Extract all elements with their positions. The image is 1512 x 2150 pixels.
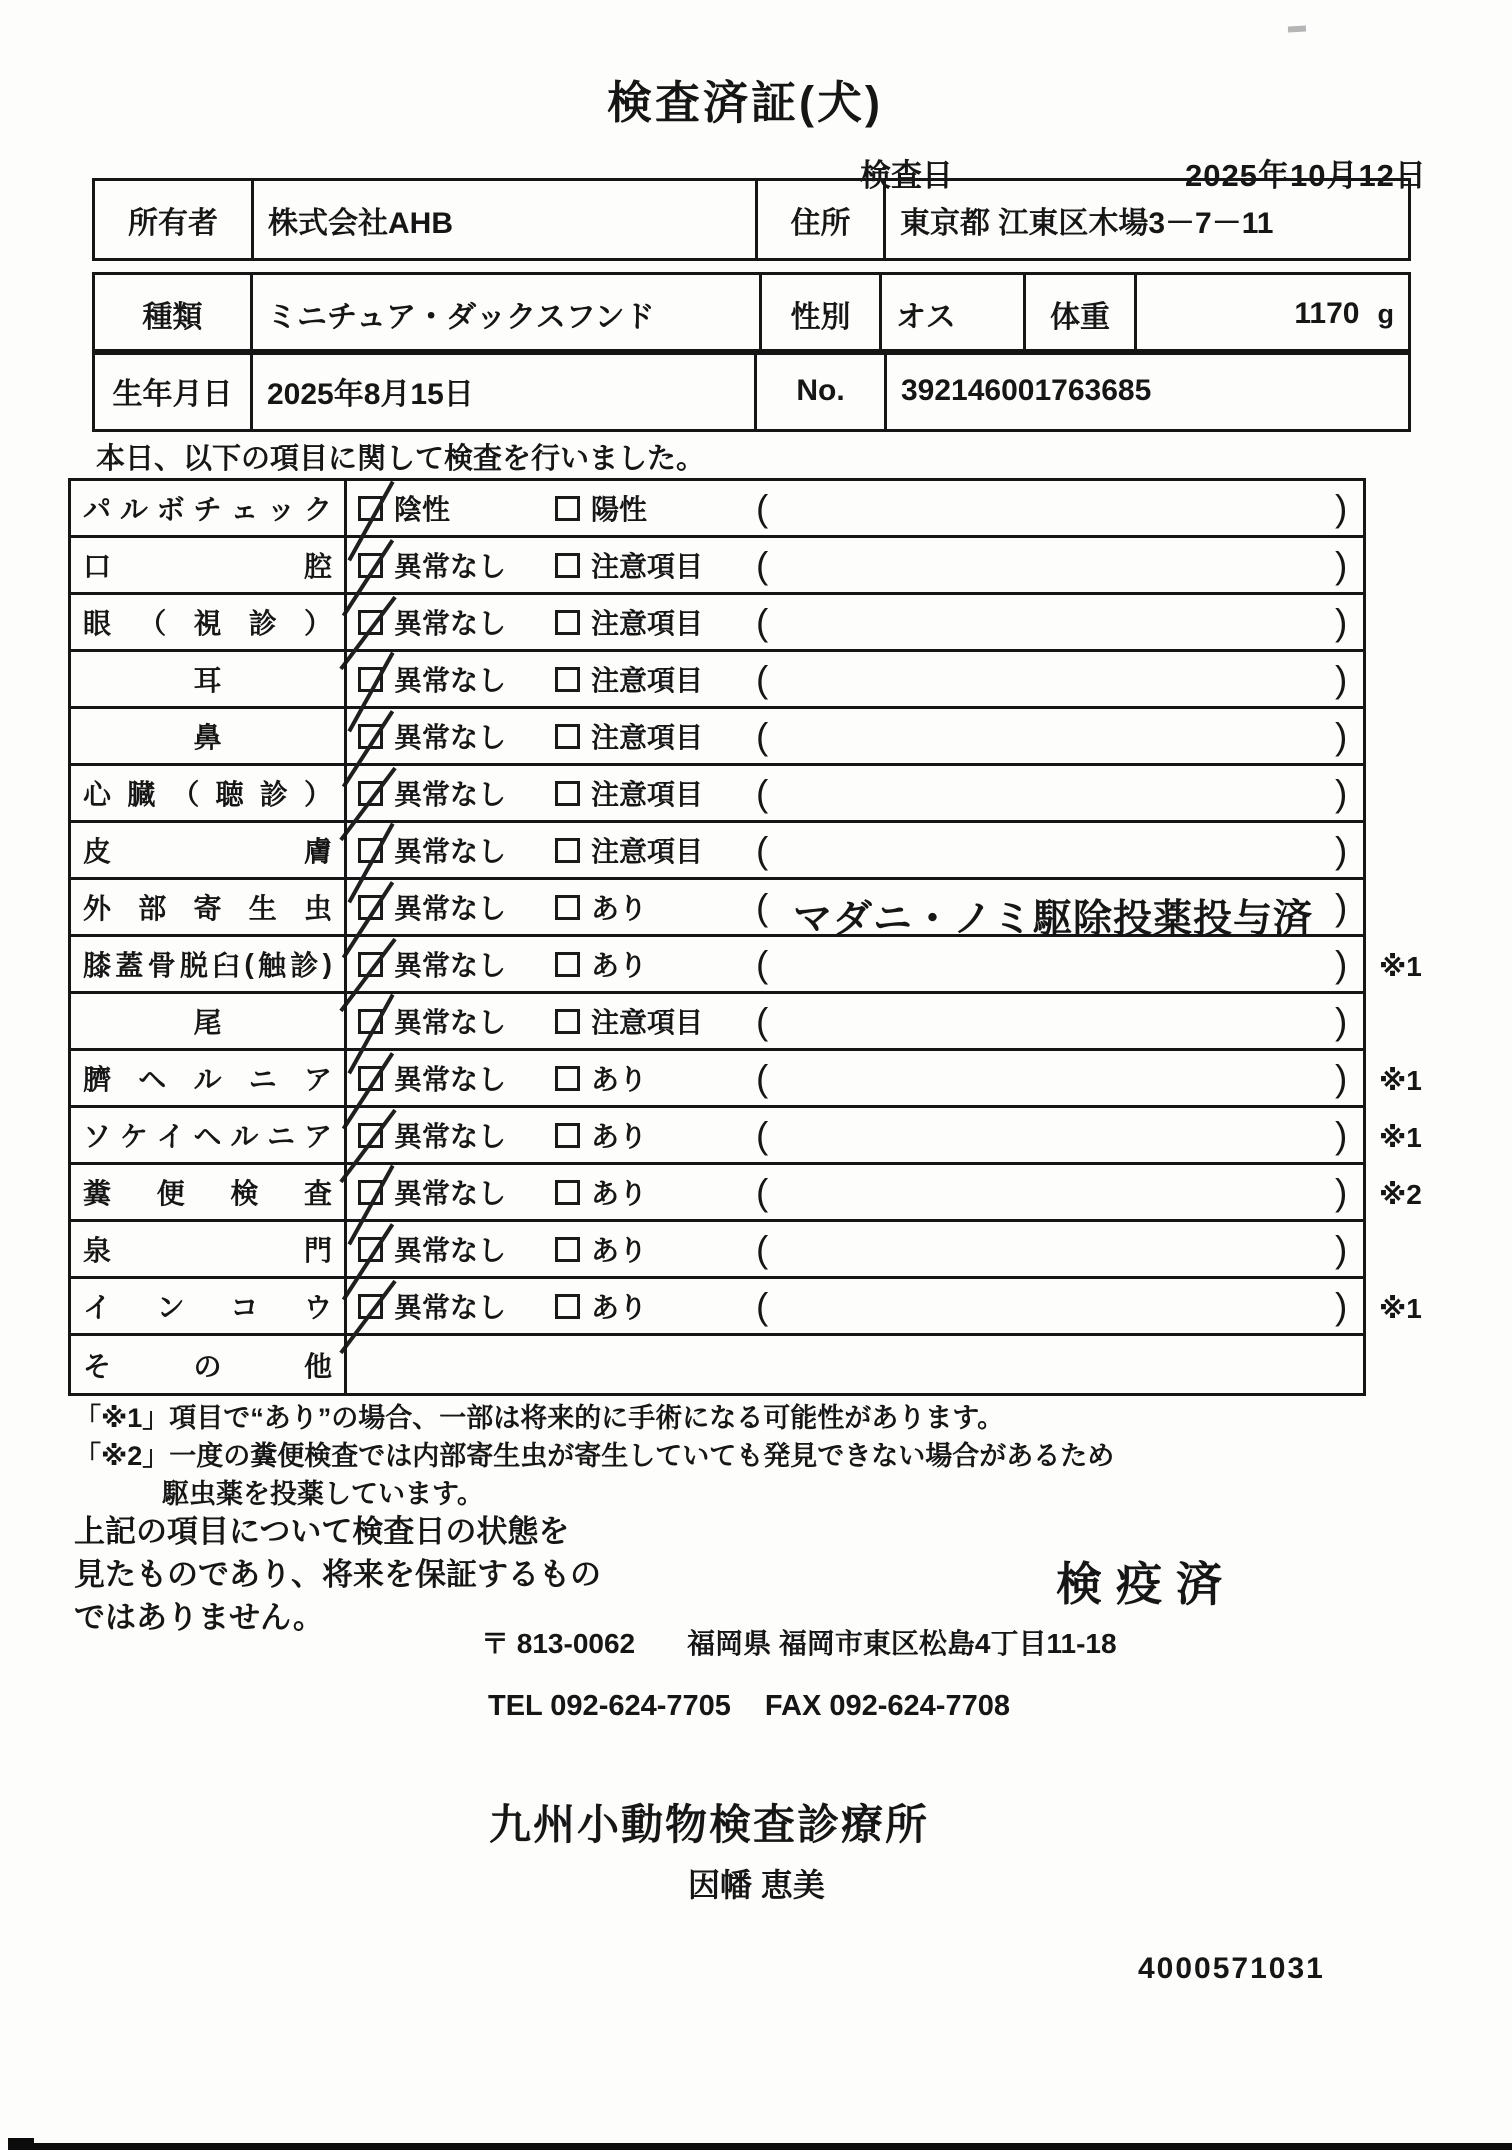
checklist-item-label: 口 腔 bbox=[71, 538, 347, 592]
footnote-2-cont: 駆虫薬を投薬しています。 bbox=[162, 1479, 484, 1509]
checklist-item-label: 眼 （ 視 診 ） bbox=[71, 595, 347, 649]
result-checkbox-checked bbox=[358, 1180, 383, 1205]
sex-label: 性別 bbox=[761, 274, 881, 354]
alt-checkbox bbox=[555, 1066, 580, 1091]
checklist-row-body bbox=[347, 994, 1363, 1048]
no-label: No. bbox=[756, 351, 886, 431]
result-checkbox-checked bbox=[358, 667, 383, 692]
breed-label: 種類 bbox=[94, 274, 252, 354]
checklist-row bbox=[71, 481, 1363, 538]
remark-paren-open: ( bbox=[756, 659, 769, 700]
checklist-row bbox=[71, 709, 1363, 766]
checklist-row bbox=[71, 538, 1363, 595]
alt-checkbox-label: 注意項目 bbox=[591, 665, 704, 696]
result-checkbox-checked bbox=[358, 610, 383, 635]
remark-paren-open: ( bbox=[756, 488, 769, 529]
result-checkbox-label: 陰性 bbox=[394, 494, 451, 525]
clinic-address: 福岡県 福岡市東区松島4丁目11-18 bbox=[687, 1628, 1117, 1659]
result-checkbox-checked bbox=[358, 895, 383, 920]
checklist-row-body bbox=[347, 538, 1363, 592]
checklist-item-label: 心 臓 （ 聴 診 ） bbox=[71, 766, 347, 820]
result-checkbox-label: 異常なし bbox=[394, 1007, 507, 1038]
checklist-row bbox=[71, 652, 1363, 709]
remark-paren-open: ( bbox=[756, 773, 769, 814]
footnote-mark: ※1 bbox=[1379, 1065, 1422, 1096]
footnote-mark: ※1 bbox=[1379, 1293, 1422, 1324]
checklist-row-body bbox=[347, 1108, 1422, 1162]
result-checkbox-checked bbox=[358, 838, 383, 863]
checklist-row-body bbox=[347, 823, 1363, 877]
checklist-row-body bbox=[347, 652, 1363, 706]
remark-paren-close: ) bbox=[1335, 830, 1348, 871]
alt-checkbox-label: 注意項目 bbox=[591, 1007, 704, 1038]
remark-paren-close: ) bbox=[1335, 602, 1348, 643]
result-checkbox-label: 異常なし bbox=[394, 893, 507, 924]
disclaimer-line-3: ではありません。 bbox=[74, 1600, 324, 1635]
sex-value: オス bbox=[881, 274, 1025, 354]
inspection-date-value: 2025年10月12日 bbox=[1185, 158, 1427, 193]
weight-value: 1170 g bbox=[1136, 274, 1410, 354]
clinic-tel: TEL 092-624-7705 bbox=[488, 1690, 731, 1722]
footnote-mark: ※1 bbox=[1379, 1122, 1422, 1153]
page-title: 検査済証(犬) bbox=[607, 77, 883, 128]
alt-checkbox-label: あり bbox=[591, 1235, 648, 1266]
checklist-item-label: パ ル ボ チ ェ ッ ク bbox=[71, 481, 347, 535]
checklist-row-body bbox=[347, 595, 1363, 649]
remark-paren-close: ) bbox=[1335, 1286, 1348, 1327]
checklist-item-label: 糞 便 検 査 bbox=[71, 1165, 347, 1219]
breed-value: ミニチュア・ダックスフンド bbox=[252, 274, 761, 354]
checklist-item-label: そ の 他 bbox=[71, 1336, 347, 1393]
checklist-row bbox=[71, 595, 1363, 652]
result-checkbox-checked bbox=[358, 1237, 383, 1262]
remark-paren-open: ( bbox=[756, 1172, 769, 1213]
footnote-mark: ※1 bbox=[1379, 951, 1422, 982]
checklist-item-label: 鼻 bbox=[71, 709, 347, 763]
checklist-row-body bbox=[347, 937, 1422, 991]
alt-checkbox bbox=[555, 724, 580, 749]
remark-paren-close: ) bbox=[1335, 1058, 1348, 1099]
alt-checkbox bbox=[555, 1123, 580, 1148]
remark-paren-open: ( bbox=[756, 887, 769, 928]
owner-value: 株式会社AHB bbox=[253, 180, 757, 260]
alt-checkbox-label: あり bbox=[591, 1064, 648, 1095]
checklist-row-body bbox=[347, 1165, 1422, 1219]
intro-text: 本日、以下の項目に関して検査を行いました。 bbox=[96, 443, 706, 475]
alt-checkbox-label: あり bbox=[591, 950, 648, 981]
footnote-mark: ※2 bbox=[1379, 1179, 1422, 1210]
checklist-item-label: 臍 ヘ ル ニ ア bbox=[71, 1051, 347, 1105]
remark-paren-close: ) bbox=[1335, 1001, 1348, 1042]
remark-paren-open: ( bbox=[756, 1058, 769, 1099]
result-checkbox-checked bbox=[358, 496, 383, 521]
alt-checkbox bbox=[555, 1009, 580, 1034]
alt-checkbox bbox=[555, 895, 580, 920]
checklist-item-label: 耳 bbox=[71, 652, 347, 706]
result-checkbox-label: 異常なし bbox=[394, 950, 507, 981]
remark-paren-open: ( bbox=[756, 545, 769, 586]
scan-artifact-bottom-bar bbox=[8, 2143, 1512, 2150]
result-checkbox-checked bbox=[358, 1123, 383, 1148]
alt-checkbox bbox=[555, 1237, 580, 1262]
remark-paren-close: ) bbox=[1335, 545, 1348, 586]
birthdate-label: 生年月日 bbox=[94, 351, 252, 431]
checklist-table bbox=[68, 478, 1422, 1396]
clinic-postal-address bbox=[481, 1622, 1117, 1662]
alt-checkbox bbox=[555, 952, 580, 977]
checklist-row-body bbox=[347, 880, 1363, 941]
result-checkbox-label: 異常なし bbox=[394, 551, 507, 582]
alt-checkbox bbox=[555, 838, 580, 863]
result-checkbox-checked bbox=[358, 553, 383, 578]
result-checkbox-label: 異常なし bbox=[394, 779, 507, 810]
checklist-item-label: 外 部 寄 生 虫 bbox=[71, 880, 347, 934]
veterinarian-name: 因幡 恵美 bbox=[688, 1867, 825, 1903]
result-checkbox-checked bbox=[358, 952, 383, 977]
checklist-row bbox=[71, 994, 1363, 1051]
remark-paren-open: ( bbox=[756, 1286, 769, 1327]
alt-checkbox-label: 注意項目 bbox=[591, 608, 704, 639]
alt-checkbox bbox=[555, 781, 580, 806]
result-checkbox-label: 異常なし bbox=[394, 1292, 507, 1323]
no-value: 392146001763685 bbox=[886, 351, 1410, 431]
owner-table bbox=[92, 178, 1411, 261]
weight-unit: g bbox=[1377, 298, 1394, 329]
checklist-row bbox=[71, 823, 1363, 880]
alt-checkbox bbox=[555, 553, 580, 578]
checklist-item-label: 膝 蓋 骨 脱 臼 ( 触 診 ) bbox=[71, 937, 347, 991]
checklist-row-body bbox=[347, 1051, 1422, 1105]
checklist-row-body bbox=[347, 766, 1363, 820]
result-checkbox-label: 異常なし bbox=[394, 1178, 507, 1209]
remark-paren-open: ( bbox=[756, 1115, 769, 1156]
alt-checkbox-label: 注意項目 bbox=[591, 551, 704, 582]
checklist-row bbox=[71, 1279, 1422, 1336]
remark-paren-close: ) bbox=[1335, 1229, 1348, 1270]
checklist-row bbox=[71, 880, 1363, 941]
checklist-row bbox=[71, 1108, 1422, 1165]
alt-checkbox bbox=[555, 1180, 580, 1205]
checklist-row bbox=[71, 766, 1363, 823]
remark-paren-close: ) bbox=[1335, 659, 1348, 700]
result-checkbox-label: 異常なし bbox=[394, 1235, 507, 1266]
serial-number: 4000571031 bbox=[1138, 1952, 1325, 1985]
pet-table-row2 bbox=[92, 349, 1411, 432]
checklist-row bbox=[71, 1165, 1422, 1222]
checklist-item-label: イ ン コ ウ bbox=[71, 1279, 347, 1333]
remark-paren-close: ) bbox=[1335, 944, 1348, 985]
result-checkbox-label: 異常なし bbox=[394, 722, 507, 753]
checklist-item-label: 皮 膚 bbox=[71, 823, 347, 877]
alt-checkbox-label: あり bbox=[591, 893, 648, 924]
footnote-1: 「※1」項目で“あり”の場合、一部は将来的に手術になる可能性があります。 bbox=[74, 1403, 1005, 1433]
address-label: 住所 bbox=[757, 180, 885, 260]
remark-paren-close: ) bbox=[1335, 488, 1348, 529]
inspection-date-label: 検査日 bbox=[860, 158, 953, 193]
alt-checkbox-label: あり bbox=[591, 1121, 648, 1152]
checklist-row bbox=[71, 1222, 1363, 1279]
alt-checkbox bbox=[555, 610, 580, 635]
result-checkbox-checked bbox=[358, 1294, 383, 1319]
result-checkbox-checked bbox=[358, 1066, 383, 1091]
pet-table-row1 bbox=[92, 272, 1411, 355]
checklist-item-label: 泉 門 bbox=[71, 1222, 347, 1276]
alt-checkbox bbox=[555, 667, 580, 692]
checklist-row bbox=[71, 1051, 1422, 1108]
result-checkbox-checked bbox=[358, 724, 383, 749]
birthdate-value: 2025年8月15日 bbox=[252, 351, 756, 431]
result-checkbox-checked bbox=[358, 1009, 383, 1034]
clinic-phone-line bbox=[488, 1690, 1010, 1723]
remark-paren-close: ) bbox=[1335, 716, 1348, 757]
remark-paren-close: ) bbox=[1335, 773, 1348, 814]
alt-checkbox-label: 注意項目 bbox=[591, 779, 704, 810]
remark-paren-open: ( bbox=[756, 602, 769, 643]
alt-checkbox bbox=[555, 1294, 580, 1319]
alt-checkbox-label: 注意項目 bbox=[591, 836, 704, 867]
remark-paren-open: ( bbox=[756, 716, 769, 757]
result-checkbox-label: 異常なし bbox=[394, 1121, 507, 1152]
footnote-2: 「※2」一度の糞便検査では内部寄生虫が寄生していても発見できない場合があるため bbox=[74, 1441, 1115, 1471]
owner-label: 所有者 bbox=[94, 180, 253, 260]
disclaimer-line-2: 見たものであり、将来を保証するもの bbox=[74, 1557, 601, 1592]
result-checkbox-label: 異常なし bbox=[394, 665, 507, 696]
remark-paren-open: ( bbox=[756, 1001, 769, 1042]
checklist-item-label: 尾 bbox=[71, 994, 347, 1048]
alt-checkbox bbox=[555, 496, 580, 521]
checklist-row-body bbox=[347, 481, 1363, 535]
weight-label: 体重 bbox=[1025, 274, 1136, 354]
disclaimer-line-1: 上記の項目について検査日の状態を bbox=[74, 1514, 570, 1549]
checklist-row bbox=[71, 937, 1422, 994]
remark-paren-open: ( bbox=[756, 1229, 769, 1270]
alt-checkbox-label: あり bbox=[591, 1178, 648, 1209]
result-checkbox-label: 異常なし bbox=[394, 836, 507, 867]
alt-checkbox-label: あり bbox=[591, 1292, 648, 1323]
remark-note: マダニ・ノミ駆除投薬投与済 bbox=[792, 898, 1313, 941]
address-value: 東京都 江東区木場3－7－11 bbox=[885, 180, 1410, 260]
checklist-row-body bbox=[347, 1336, 1363, 1393]
checklist-row-body bbox=[347, 709, 1363, 763]
scan-artifact-dash bbox=[1288, 26, 1306, 33]
remark-paren-close: ) bbox=[1335, 887, 1348, 928]
scan-artifact-corner-blob bbox=[8, 2138, 34, 2150]
remark-paren-close: ) bbox=[1335, 1172, 1348, 1213]
remark-paren-open: ( bbox=[756, 944, 769, 985]
postal-code: 〒 813-0062 bbox=[481, 1628, 636, 1659]
result-checkbox-label: 異常なし bbox=[394, 1064, 507, 1095]
remark-paren-open: ( bbox=[756, 830, 769, 871]
quarantine-stamp: 検疫済 bbox=[1056, 1558, 1236, 1610]
result-checkbox-label: 異常なし bbox=[394, 608, 507, 639]
checklist-row bbox=[71, 1336, 1363, 1393]
checklist-row-body bbox=[347, 1279, 1422, 1333]
alt-checkbox-label: 陽性 bbox=[591, 494, 648, 525]
result-checkbox-checked bbox=[358, 781, 383, 806]
alt-checkbox-label: 注意項目 bbox=[591, 722, 704, 753]
checklist-item-label: ソ ケ イ ヘ ル ニ ア bbox=[71, 1108, 347, 1162]
checklist-row-body bbox=[347, 1222, 1363, 1276]
clinic-fax: FAX 092-624-7708 bbox=[764, 1690, 1010, 1722]
clinic-name: 九州小動物検査診療所 bbox=[489, 1801, 930, 1848]
remark-paren-close: ) bbox=[1335, 1115, 1348, 1156]
